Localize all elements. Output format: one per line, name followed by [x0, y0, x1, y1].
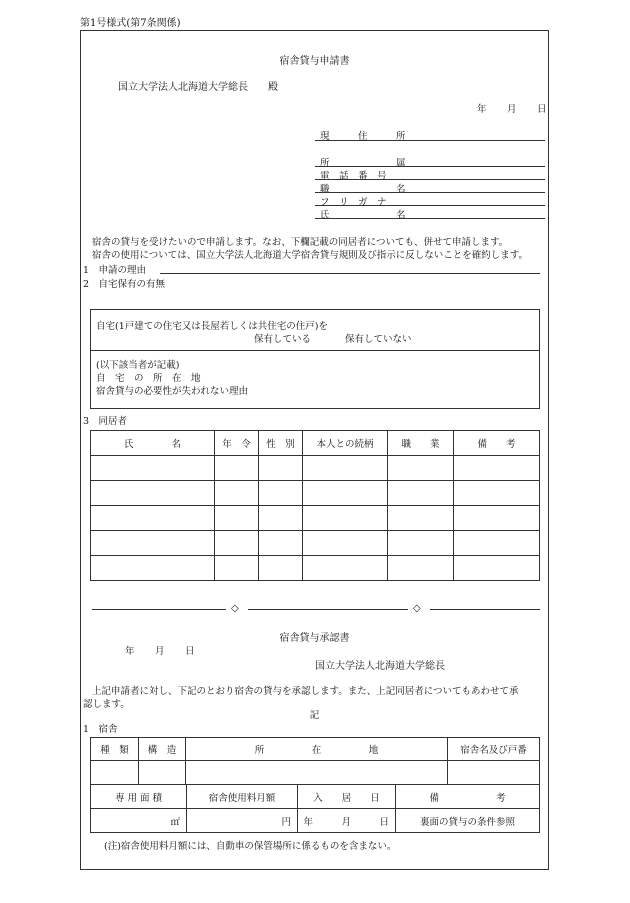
- diamond-icon: ◇: [231, 603, 239, 614]
- cohabitants-header-row: [91, 431, 540, 456]
- header-name: 氏 名: [91, 431, 215, 456]
- own-home-has-not[interactable]: 保有していない: [345, 334, 412, 345]
- table-row[interactable]: [91, 506, 540, 531]
- affiliation-line[interactable]: [315, 166, 545, 167]
- header-monthly-fee: 宿舎使用料月額: [187, 785, 298, 809]
- header-relation: 本人との続柄: [303, 431, 388, 456]
- item-cohabitants: 3 同居者: [83, 416, 128, 427]
- position-label: 職 名: [320, 184, 406, 195]
- table-row[interactable]: [91, 456, 540, 481]
- separator-line: [92, 609, 226, 610]
- application-statement-2: 宿舎の使用については、国立大学法人北海道大学宿舎貸与規則及び指示に反しないことを確約します。: [92, 250, 529, 261]
- name-label: 氏 名: [320, 210, 406, 221]
- fee-unit[interactable]: 円: [187, 809, 298, 833]
- approval-date-year: 年: [125, 646, 135, 657]
- item-own-home: 2 自宅保有の有無: [83, 279, 166, 290]
- name-line[interactable]: [315, 218, 545, 219]
- address-label: 現 住 所: [320, 131, 406, 142]
- application-date-month: 月: [507, 104, 517, 115]
- application-title: 宿舎貸与申請書: [279, 56, 350, 67]
- address-line[interactable]: [315, 140, 545, 141]
- header-occupation: 職 業: [388, 431, 454, 456]
- area-unit[interactable]: ㎡: [91, 809, 187, 833]
- header-age: 年 令: [215, 431, 259, 456]
- application-date-day: 日: [537, 104, 547, 115]
- phone-line[interactable]: [315, 179, 545, 180]
- form-number: 第1号様式(第7条関係): [80, 18, 181, 29]
- footnote: (注)宿舎使用料月額には、自動車の保管場所に係るものを含まない。: [104, 841, 397, 852]
- table-row[interactable]: [91, 556, 540, 581]
- position-line[interactable]: [315, 192, 545, 193]
- remarks-value: 裏面の貸与の条件参照: [396, 809, 540, 833]
- own-home-line: 自宅(1戸建ての住宅又は長屋若しくは共住宅の住戸)を: [96, 321, 328, 332]
- cohabitants-table: [90, 430, 540, 581]
- diamond-icon: ◇: [413, 603, 421, 614]
- item-reason: 1 申請の理由: [83, 265, 147, 276]
- reason-line[interactable]: [160, 273, 540, 274]
- header-type: 種 類: [91, 738, 139, 761]
- housing-table: [90, 737, 540, 785]
- own-home-has[interactable]: 保有している: [254, 334, 312, 345]
- affiliation-label: 所 属: [320, 158, 406, 169]
- table-row[interactable]: [91, 761, 540, 785]
- separator-line: [248, 609, 408, 610]
- necessity-reason-label: 宿舎貸与の必要性が失われない理由: [96, 386, 249, 397]
- approval-issuer: 国立大学法人北海道大学総長: [315, 661, 445, 672]
- home-location-label: 自 宅 の 所 在 地: [96, 373, 201, 384]
- addressee: 国立大学法人北海道大学総長 殿: [118, 82, 278, 93]
- phone-label: 電 話 番 号: [320, 171, 387, 182]
- item-housing: 1 宿舎: [83, 724, 118, 735]
- move-in-date[interactable]: 年 月 日: [298, 809, 396, 833]
- application-statement-1: 宿舎の貸与を受けたいので申請します。なお、下欄記載の同居者についても、併せて申請します。: [92, 237, 509, 248]
- header-location: 所 在 地: [186, 738, 448, 761]
- separator-line: [430, 609, 540, 610]
- header-area: 専 用 面 積: [91, 785, 187, 809]
- furigana-line[interactable]: [315, 205, 545, 206]
- furigana-label: フ リ ガ ナ: [320, 197, 387, 208]
- approval-statement-1: 上記申請者に対し、下記のとおり宿舎の貸与を承認します。また、上記同居者についてもあわせて承: [92, 686, 519, 697]
- header-sex: 性 別: [259, 431, 303, 456]
- approval-date-day: 日: [185, 646, 195, 657]
- header-housing-name: 宿舎名及び戸番: [448, 738, 540, 761]
- housing-detail-header-row: [91, 785, 540, 809]
- approval-title: 宿舎貸与承認書: [279, 633, 350, 644]
- header-move-in: 入 居 日: [298, 785, 396, 809]
- housing-detail-table: [90, 784, 540, 833]
- header-remarks: 備 考: [454, 431, 540, 456]
- approval-statement-2: 認します。: [83, 699, 130, 710]
- applicable-note: (以下該当者が記載): [96, 360, 180, 371]
- table-row[interactable]: [91, 531, 540, 556]
- housing-header-row: [91, 738, 540, 761]
- table-row[interactable]: [91, 481, 540, 506]
- header-structure: 構 造: [139, 738, 186, 761]
- header-housing-remarks: 備 考: [396, 785, 540, 809]
- application-date-year: 年: [477, 104, 487, 115]
- table-row[interactable]: [91, 809, 540, 833]
- ki-label: 記: [309, 710, 320, 721]
- approval-date-month: 月: [155, 646, 165, 657]
